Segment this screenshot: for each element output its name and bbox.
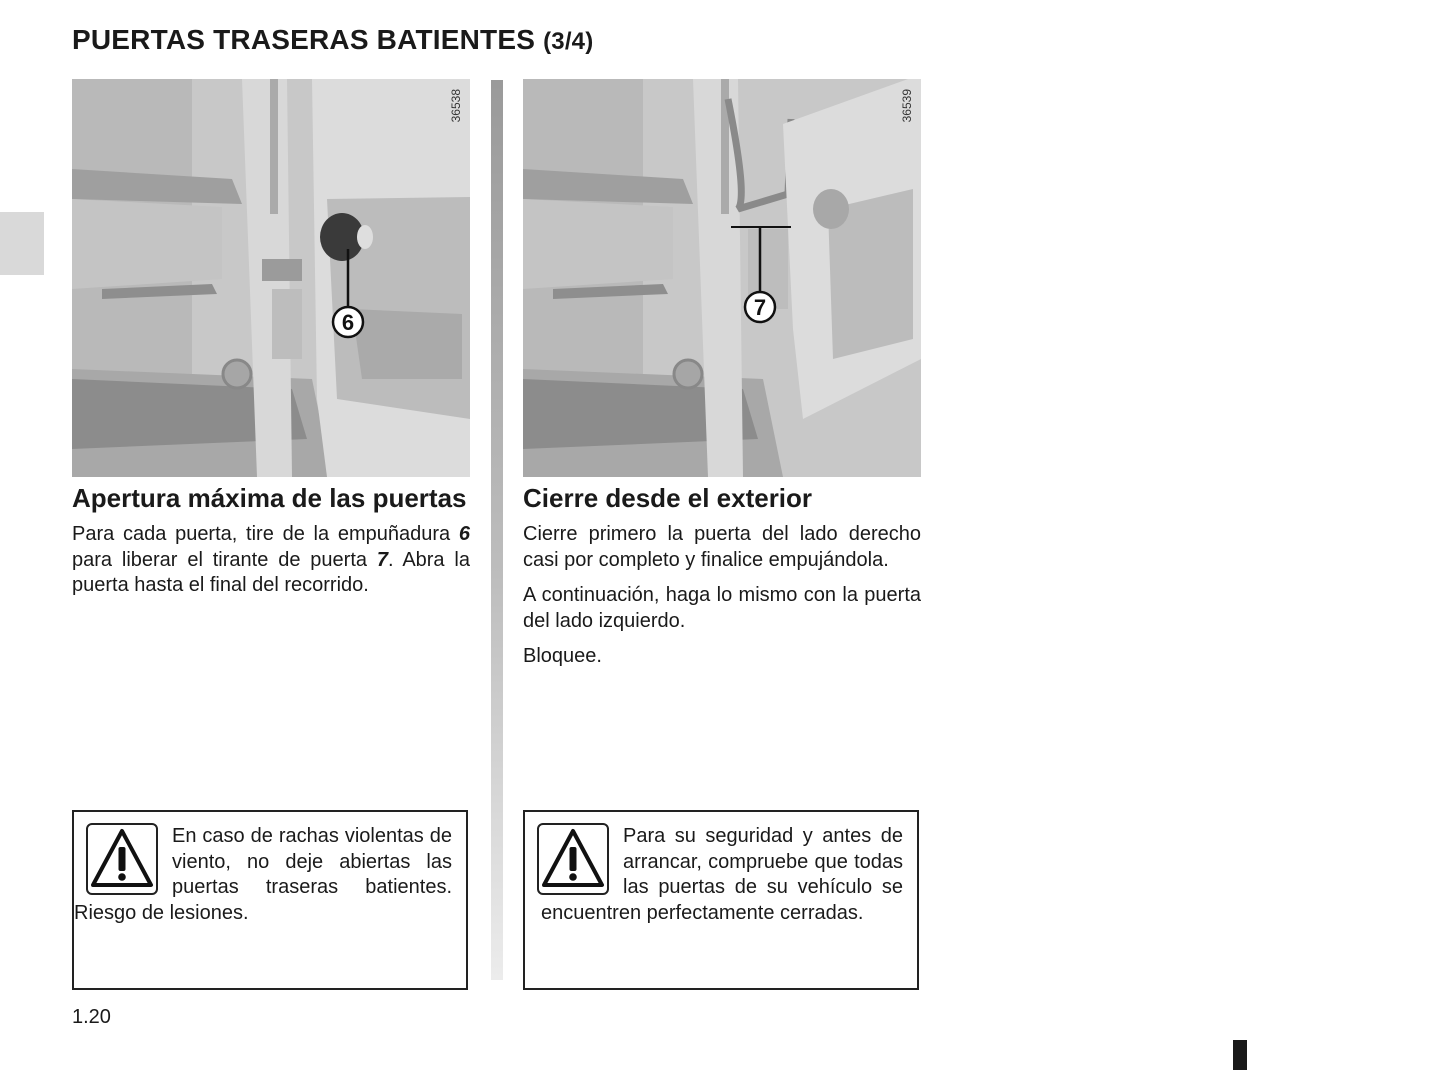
- right-column: [523, 483, 921, 680]
- section-heading-closing: Cierre desde el exterior: [523, 483, 813, 513]
- page-number: 1.20: [72, 1006, 111, 1028]
- figure-door-strap: [523, 79, 921, 477]
- reference-handle: 6: [458, 523, 470, 545]
- callout-label: 6: [341, 310, 355, 335]
- warning-text: En caso de rachas violentas de viento, no deje abiertas las puertas traseras batientes. Riesgo de lesiones.: [74, 825, 452, 924]
- page-title-text: PUERTAS TRASERAS BATIENTES: [72, 24, 536, 55]
- section-side-tab: [0, 212, 44, 275]
- warning-box-wind: [72, 810, 468, 990]
- figure-reference: 36538: [449, 89, 463, 123]
- left-column: [72, 483, 470, 609]
- reference-door-strap: 7: [376, 548, 388, 571]
- paragraph-text: Para cada puerta, tire de la empuñadura: [72, 523, 459, 545]
- closing-paragraph-2: A continuación, haga lo mismo con la puerta del lado izquierdo.: [523, 584, 921, 632]
- figure-reference: 36539: [900, 89, 914, 123]
- warning-triangle-icon: [537, 823, 609, 895]
- section-heading-opening: Apertura máxima de las puertas: [72, 483, 467, 513]
- page-edge-marker: [1233, 1040, 1247, 1070]
- warning-box-doors-closed: [523, 810, 919, 990]
- paragraph-text: para liberar el tirante de puerta: [72, 548, 377, 571]
- warning-triangle-icon: [86, 823, 158, 895]
- closing-paragraph-3: Bloquee.: [523, 645, 602, 667]
- warning-text: Para su seguridad y antes de arrancar, compruebe que todas las puertas de su vehículo se encuentren perfectamente cerradas.: [541, 825, 903, 924]
- figure-rear-door-handle: [72, 79, 470, 477]
- opening-paragraph: [72, 522, 470, 599]
- paragraph-text: . Abra la puerta hasta el final del recorrido.: [72, 548, 470, 596]
- rear-door-illustration-left: [72, 79, 470, 477]
- column-divider: [491, 80, 503, 980]
- closing-paragraph-1: Cierre primero la puerta del lado derecho casi por completo y finalice empujándola.: [523, 523, 921, 571]
- page-title-part: (3/4): [543, 28, 594, 55]
- callout-label: 7: [753, 295, 767, 320]
- rear-door-illustration-right: [523, 79, 921, 477]
- page-title: [72, 24, 593, 56]
